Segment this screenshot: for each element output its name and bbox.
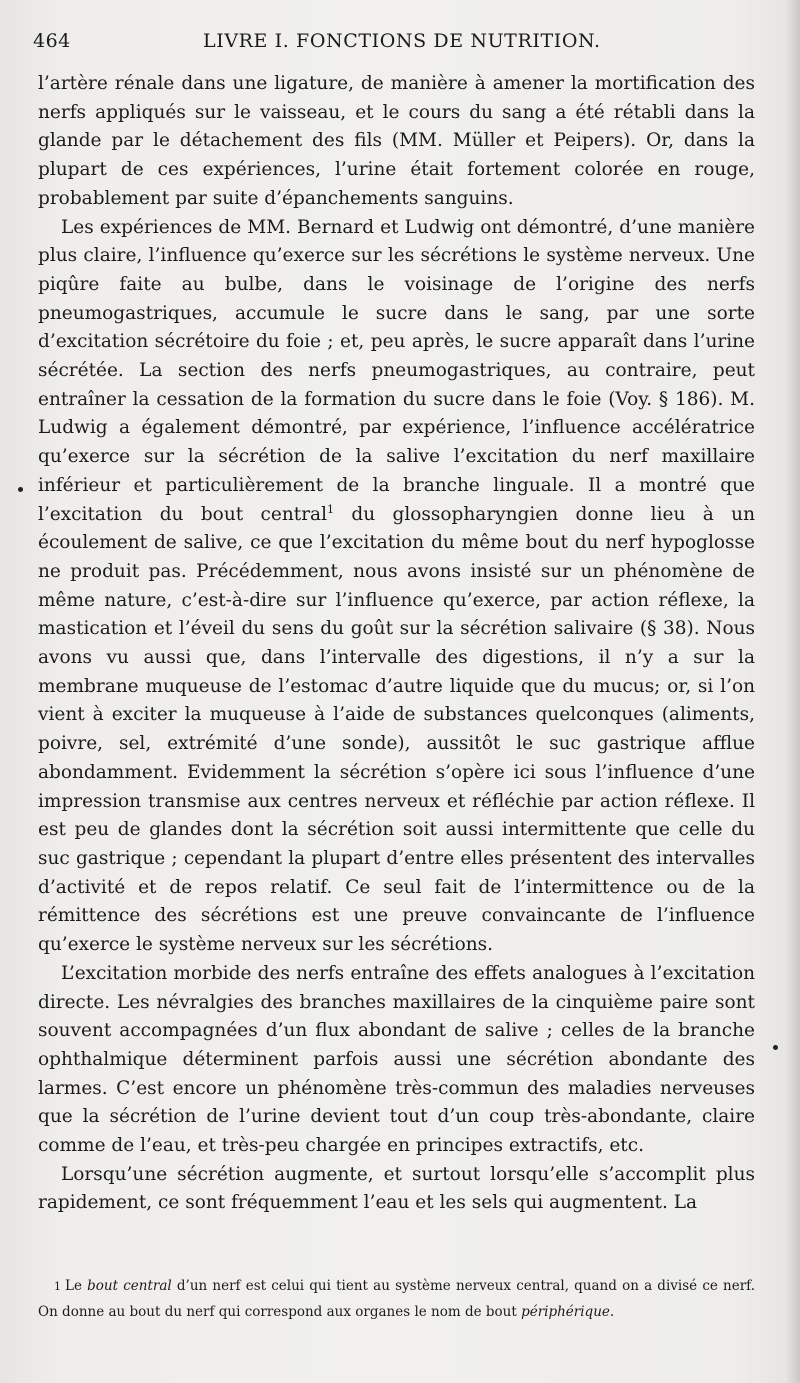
page-header [33, 30, 753, 60]
margin-speck [18, 487, 23, 492]
paragraph-4: Lorsqu’une sécrétion augmente, et surtout lorsqu’elle s’accomplit plus rapidement, ce sont fréquemment l’eau et les sels qui augmentent. La [38, 1163, 755, 1214]
footnotes [38, 1274, 755, 1324]
footnote-number: 1 [54, 1280, 61, 1293]
paragraph-2-part-a: Les expériences de MM. Bernard et Ludwig ont démontré, d’une manière plus claire, l’influence qu’exerce sur les sécrétions le système nerveux. Une piqûre faite au bulbe, dans le voisinage de l’origine des nerfs pneumogastriques, accumule le sucre dans le sang, par une sorte d’excitation sécrétoire du foie ; et, peu après, le sucre apparaît dans l’urine sécrétée. La section des nerfs pneumogastriques, au contraire, peut entraîner la cessation de la formation du sucre dans le foie (Voy. § 186). M. Ludwig a également démontré, par expérience, l’influence accélératrice qu’exerce sur la sécrétion de la salive l’excitation du nerf maxillaire inférieur et particulièrement de la branche linguale. Il a montré que l’excitation du bout central [38, 216, 755, 525]
paragraph-1: l’artère rénale dans une ligature, de manière à amener la mortification des nerfs appliqués sur le vaisseau, et le cours du sang a été rétabli dans la glande par le détachement des fils (MM. Müller et Peipers). Or, dans la plupart de ces expériences, l’urine était fortement colorée en rouge, probablement par suite d’épanchements sanguins. [38, 73, 755, 209]
footnote-text-3: . [609, 1303, 615, 1320]
footnote-reference: 1 [327, 502, 334, 516]
paragraph-3: L’excitation morbide des nerfs entraîne des effets analogues à l’excitation directe. Les névralgies des branches maxillaires de la cinquième paire sont souvent accompagnées d’un flux abondant de salive ; celles de la branche ophthalmique déterminent parfois aussi une sécrétion abondante des larmes. C’est encore un phénomène très-commun des maladies nerveuses que la sécrétion de l’urine devient tout d’un coup très-abondante, claire comme de l’eau, et très-peu chargée en principes extractifs, etc. [38, 962, 755, 1157]
paragraph-2-part-b: du glossopharyngien donne lieu à un écoulement de salive, ce que l’excitation du même bout du nerf hypoglosse ne produit pas. Précédemment, nous avons insisté sur un phénomène de même nature, c’est-à-dire sur l’influence qu’exerce, par action réflexe, la mastication et l’éveil du sens du goût sur la sécrétion salivaire (§ 38). Nous avons vu aussi que, dans l’intervalle des digestions, il n’y a sur la membrane muqueuse de l’estomac d’autre liquide que du mucus; or, si l’on vient à exciter la muqueuse à l’aide de substances quelconques (aliments, poivre, sel, extrémité d’une sonde), aussitôt le suc gastrique afflue abondamment. Evidemment la sécrétion s’opère ici sous l’influence d’une impression transmise aux centres nerveux et réfléchie par action réflexe. Il est peu de glandes dont la sécrétion soit aussi intermittente que celle du suc gastrique ; cependant la plupart d’entre elles présentent des intervalles d’activité et de repos relatif. Ce seul fait de l’intermittence ou de la rémittence des sécrétions est une preuve convaincante de l’influence qu’exerce le système nerveux sur les sécrétions. [38, 503, 755, 956]
body-text [38, 70, 755, 1218]
page-number: 464 [33, 30, 71, 52]
footnote-italic-1: bout central [87, 1278, 172, 1294]
margin-speck [773, 1045, 778, 1050]
page-edge-shadow [786, 0, 800, 1383]
footnote-italic-2: périphérique [521, 1303, 610, 1320]
footnote-text-2: d’un nerf est celui qui tient au système nerveux central, quand on a divisé ce nerf. On donne au bout du nerf qui correspond aux organes le nom de bout [38, 1278, 755, 1320]
footnote-1 [38, 1274, 755, 1324]
footnote-text-1: Le [65, 1278, 88, 1294]
running-head: LIVRE I. FONCTIONS DE NUTRITION. [203, 30, 601, 52]
paragraph-2 [38, 214, 755, 960]
